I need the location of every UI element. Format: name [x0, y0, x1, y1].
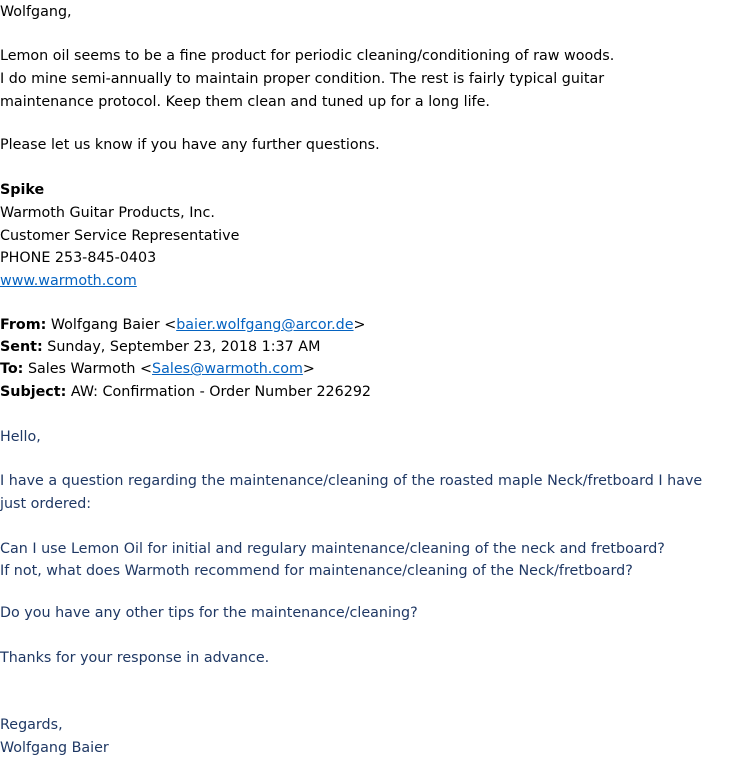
reply-paragraph-line: Lemon oil seems to be a fine product for periodic cleaning/conditioning of raw woods. [0, 48, 615, 64]
question-line: If not, what does Warmoth recommend for maintenance/cleaning of the Neck/fretboard? [0, 563, 633, 579]
signature-website-row [0, 270, 137, 292]
from-label: From: [0, 317, 47, 333]
signature-phone: PHONE 253-845-0403 [0, 250, 157, 266]
to-suffix: > [302, 361, 315, 377]
sent-label: Sent: [0, 339, 43, 355]
sent-value: Sunday, September 23, 2018 1:37 AM [42, 339, 321, 355]
signature-name: Spike [0, 182, 45, 198]
signature-title: Customer Service Representative [0, 228, 240, 244]
question-intro-line: I have a question regarding the maintenance/cleaning of the roasted maple Neck/fretboard I have [0, 473, 703, 489]
original-greeting: Hello, [0, 429, 41, 445]
question-line: Can I use Lemon Oil for initial and regulary maintenance/cleaning of the neck and fretboard? [0, 541, 665, 557]
reply-paragraph-line: I do mine semi-annually to maintain proper condition. The rest is fairly typical guitar [0, 71, 605, 87]
website-link[interactable]: www.warmoth.com [0, 273, 137, 289]
signature-company: Warmoth Guitar Products, Inc. [0, 205, 215, 221]
from-row [0, 314, 366, 336]
tips-question: Do you have any other tips for the maintenance/cleaning? [0, 605, 418, 621]
subject-value: AW: Confirmation - Order Number 226292 [66, 384, 372, 400]
reply-paragraph-line: maintenance protocol. Keep them clean and tuned up for a long life. [0, 94, 490, 110]
sender-name: Wolfgang Baier [0, 740, 109, 756]
to-label: To: [0, 361, 24, 377]
subject-row [0, 381, 371, 403]
reply-closing-text: Please let us know if you have any further questions. [0, 137, 380, 153]
thanks-line: Thanks for your response in advance. [0, 650, 270, 666]
question-intro-line: just ordered: [0, 496, 92, 512]
to-row [0, 358, 315, 380]
to-name: Sales Warmoth < [23, 361, 153, 377]
closing-line: Regards, [0, 717, 63, 733]
reply-greeting: Wolfgang, [0, 4, 72, 20]
from-email-link[interactable]: baier.wolfgang@arcor.de [176, 317, 354, 333]
to-email-link[interactable]: Sales@warmoth.com [152, 361, 303, 377]
subject-label: Subject: [0, 384, 67, 400]
from-name: Wolfgang Baier < [46, 317, 177, 333]
sent-row [0, 336, 320, 358]
from-suffix: > [353, 317, 366, 333]
